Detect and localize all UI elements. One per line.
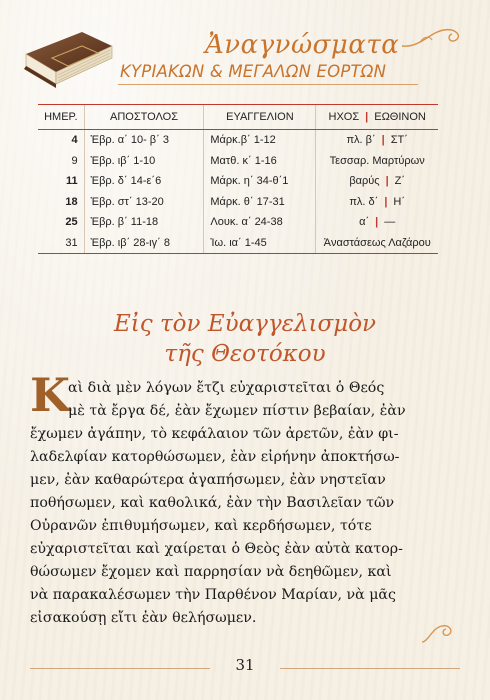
eothinon-value: Ζ΄ — [394, 175, 406, 188]
header-divider — [118, 84, 418, 85]
eothinon-value: Η΄ — [393, 195, 406, 208]
col-header-apostle: ΑΠΟΣΤΟΛΟΣ — [84, 105, 204, 130]
table-header-row — [38, 105, 438, 130]
body-line: μὲ τὰ ἔργα δέ, ἐὰν ἔχωμεν πίστιν βεβαίαν, ἐὰν — [68, 403, 406, 419]
header-subtitle: ΚΥΡΙΑΚΩΝ & ΜΕΓΑΛΩΝ ΕΟΡΤΩΝ — [120, 62, 387, 81]
table-row — [38, 171, 438, 192]
separator-bar: | — [381, 134, 385, 147]
footer-rule-right — [280, 668, 460, 669]
body-line: ἔχωμεν ἀγάπην, τὸ κεφάλαιον τῶν ἀρετῶν, ἐὰν φι- — [30, 426, 399, 442]
page-number: 31 — [235, 656, 255, 674]
table-row — [38, 151, 438, 172]
day-cell: 11 — [66, 175, 78, 188]
col-header-echos-eothinon — [316, 105, 438, 130]
separator-bar: | — [385, 175, 389, 188]
separator-bar: | — [384, 195, 388, 208]
eothinon-value: ΣΤ΄ — [390, 134, 408, 147]
echos-eothinon-cell — [316, 192, 438, 213]
day-cell: 18 — [65, 195, 78, 208]
body-line: εἰσακούσῃ εἴτι ἐὰν θελήσωμεν. — [30, 610, 257, 626]
col-header-day: ΗΜΕΡ. — [38, 105, 84, 130]
separator-bar: | — [375, 216, 379, 229]
echos-eothinon-cell — [316, 171, 438, 192]
article-title-line1: Εἰς τὸν Εὐαγγελισμὸν — [113, 311, 377, 337]
separator-bar: | — [365, 111, 369, 123]
gospel-cell: Μάρκ.β΄ 1-12 — [204, 130, 316, 151]
apostle-cell: Ἑβρ. β΄ 11-18 — [84, 212, 204, 233]
echos-value: πλ. β΄ — [346, 134, 376, 147]
apostle-cell: Ἑβρ. δ΄ 14-ε΄6 — [84, 171, 204, 192]
col-header-eothinon: ΕΩΘΙΝΟΝ — [374, 111, 426, 123]
echos-eothinon-cell — [316, 130, 438, 151]
gospel-cell: Λουκ. α΄ 24-38 — [204, 212, 316, 233]
gospel-cell: Ματθ. κ΄ 1-16 — [204, 151, 316, 172]
day-cell: 9 — [71, 154, 78, 167]
gospel-cell: Μάρκ. θ΄ 17-31 — [204, 192, 316, 213]
apostle-cell: Ἑβρ. ιβ΄ 1-10 — [84, 151, 204, 172]
body-line: λαδελφίαν κατορθώσωμεν, ἐὰν εἰρήνην ἀποκτήσω- — [30, 449, 400, 465]
col-header-echos: ΗΧΟΣ — [328, 111, 360, 123]
table-row — [38, 212, 438, 233]
flourish-ornament-icon — [418, 620, 458, 646]
body-line: εὐχαριστεῖται καὶ χαίρεται ὁ Θεὸς ἐὰν αὐτὰ κατορ- — [30, 541, 403, 557]
table-row — [38, 233, 438, 254]
day-cell: 4 — [71, 134, 78, 147]
article-title-line2: τῆς Θεοτόκου — [164, 341, 326, 367]
apostle-cell: Ἑβρ. α΄ 10- β΄ 3 — [84, 130, 204, 151]
apostle-cell: Ἑβρ. ιβ΄ 28-ιγ΄ 8 — [84, 233, 204, 254]
apostle-cell: Ἑβρ. στ΄ 13-20 — [84, 192, 204, 213]
echos-value: πλ. δ΄ — [349, 195, 379, 208]
eothinon-value: — — [384, 216, 396, 229]
echos-value: βαρύς — [349, 175, 380, 188]
col-header-gospel: ΕΥΑΓΓΕΛΙΟΝ — [204, 105, 316, 130]
table-row — [38, 192, 438, 213]
body-line: θώσωμεν ἔχομεν καὶ παρρησίαν νὰ δεηθῶμεν, καὶ — [30, 564, 392, 580]
body-line: μεν, ἐὰν καθαρώτερα ἀγαπήσωμεν, ἐὰν νηστεῖαν — [30, 472, 386, 488]
feast-cell: Ἀναστάσεως Λαζάρου — [316, 233, 438, 254]
feast-cell: Τεσσαρ. Μαρτύρων — [316, 151, 438, 172]
header-title: Ἀναγνώσματα — [205, 30, 400, 60]
body-line: αὶ διὰ μὲν λόγων ἔτζι εὐχαριστεῖται ὁ Θεός — [68, 380, 385, 396]
echos-eothinon-cell — [316, 212, 438, 233]
day-cell: 25 — [65, 216, 78, 229]
body-line: Οὐρανῶν ἐπιθυμήσωμεν, καὶ κερδήσωμεν, τότε — [30, 518, 372, 534]
drop-cap: Κ — [30, 368, 70, 422]
readings-table — [38, 104, 438, 254]
echos-value: α΄ — [359, 216, 370, 229]
book-icon — [22, 24, 114, 90]
gospel-cell: Μάρκ. η΄ 34-θ΄1 — [204, 171, 316, 192]
table-row — [38, 130, 438, 151]
flourish-ornament-icon — [400, 22, 470, 52]
body-line: νὰ παρακαλέσωμεν τὴν Παρθένον Μαρίαν, νὰ μᾶς — [30, 587, 396, 603]
day-cell: 31 — [38, 233, 84, 254]
gospel-cell: Ἰω. ια΄ 1-45 — [204, 233, 316, 254]
body-line: ποθήσωμεν, καὶ καθολικά, ἐὰν τὴν Βασιλεῖαν τῶν — [30, 495, 395, 511]
